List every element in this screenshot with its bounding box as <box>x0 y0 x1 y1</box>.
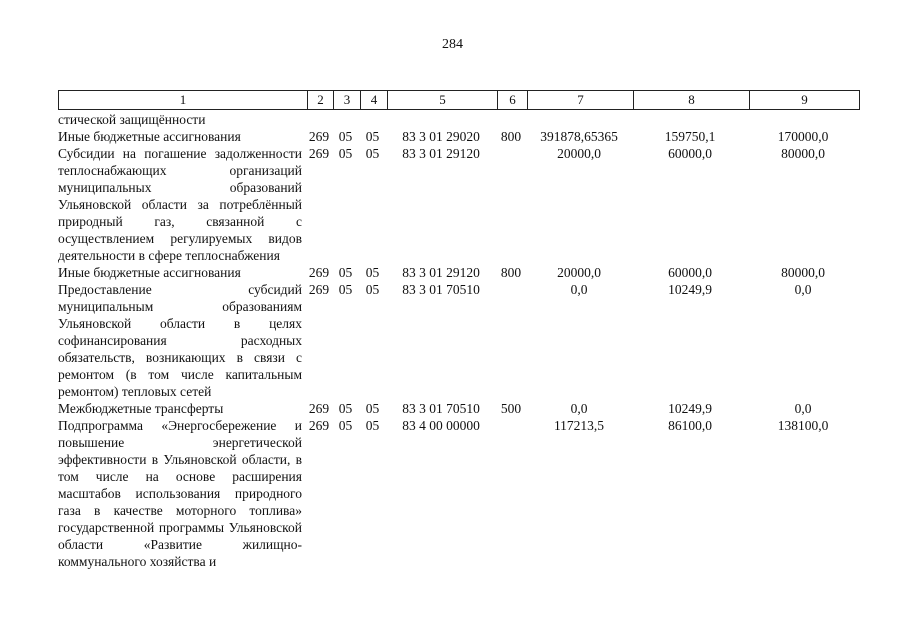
row-rz: 05 <box>338 129 353 144</box>
row-sum-3: 170000,0 <box>777 129 829 144</box>
row-csr: 83 3 01 70510 <box>402 401 480 416</box>
header-col-3: 3 <box>333 91 360 109</box>
header-col-1: 1 <box>179 92 187 107</box>
row-sum-1 <box>526 111 632 128</box>
row-sum-2: 10249,9 <box>668 401 712 416</box>
row-rz: 05 <box>338 401 353 416</box>
row-pr: 05 <box>365 265 380 280</box>
table-row <box>58 264 858 281</box>
row-rz: 05 <box>338 265 353 280</box>
row-sum-1: 391878,65365 <box>540 129 618 144</box>
row-sum-3: 0,0 <box>794 282 812 297</box>
page-number: 284 <box>442 37 463 52</box>
row-sum-3: 80000,0 <box>781 146 825 161</box>
row-sum-3: 138100,0 <box>777 418 829 433</box>
row-sum-1: 117213,5 <box>553 418 605 433</box>
row-sum-1: 20000,0 <box>557 146 601 161</box>
row-gr: 269 <box>308 146 330 161</box>
header-col-9: 9 <box>749 91 859 109</box>
row-gr: 269 <box>308 265 330 280</box>
row-gr: 269 <box>308 129 330 144</box>
row-rz: 05 <box>338 146 353 161</box>
row-gr: 269 <box>308 282 330 297</box>
row-sum-1: 0,0 <box>570 401 588 416</box>
row-pr: 05 <box>365 401 380 416</box>
row-sum-2 <box>632 111 748 128</box>
table-header <box>58 90 860 110</box>
header-col-8: 8 <box>633 91 749 109</box>
row-pr: 05 <box>365 129 380 144</box>
row-name: Предоставление субсидий муниципальным образованиям Ульяновской области в целях софинансирования расходных обязательств, возникающих в связи с ремонтом (в том числе капитальным ремонтом) тепловых сетей <box>58 282 302 399</box>
row-vr: 500 <box>500 401 522 416</box>
row-rz: 05 <box>338 418 353 433</box>
row-sum-3: 80000,0 <box>781 265 825 280</box>
row-name: Межбюджетные трансферты <box>58 401 224 416</box>
table-body <box>58 111 858 570</box>
row-sum-2: 10249,9 <box>668 282 712 297</box>
table-row <box>58 417 858 570</box>
row-csr: 83 3 01 29020 <box>402 129 480 144</box>
row-sum-2: 60000,0 <box>668 146 712 161</box>
row-vr: 800 <box>500 265 522 280</box>
row-name: Иные бюджетные ассигнования <box>58 265 241 280</box>
header-col-7: 7 <box>527 91 633 109</box>
header-col-6: 6 <box>497 91 527 109</box>
table-row <box>58 281 858 400</box>
row-pr <box>359 111 386 128</box>
row-gr: 269 <box>308 418 330 433</box>
row-csr <box>386 111 496 128</box>
row-rz: 05 <box>338 282 353 297</box>
table-row <box>58 145 858 264</box>
row-sum-1: 0,0 <box>570 282 588 297</box>
row-sum-3 <box>748 111 858 128</box>
row-csr: 83 3 01 29120 <box>402 146 480 161</box>
row-vr <box>496 111 526 128</box>
row-pr: 05 <box>365 146 380 161</box>
row-sum-2: 60000,0 <box>668 265 712 280</box>
header-col-2: 2 <box>307 91 333 109</box>
row-csr: 83 3 01 29120 <box>402 265 480 280</box>
row-csr: 83 3 01 70510 <box>402 282 480 297</box>
row-sum-1: 20000,0 <box>557 265 601 280</box>
row-name: Иные бюджетные ассигнования <box>58 129 241 144</box>
table-row <box>58 400 858 417</box>
row-sum-2: 86100,0 <box>668 418 712 433</box>
row-name: Субсидии на погашение задолженности теплоснабжающих организаций муниципальных образований Ульяновской области за потреблённый природный газ, связанной с осуществлением регулируемых видов деятельности в сфере теплоснабжения <box>58 146 302 263</box>
row-vr <box>496 417 526 570</box>
row-vr <box>496 281 526 400</box>
table-row <box>58 128 858 145</box>
row-sum-2: 159750,1 <box>664 129 716 144</box>
row-gr: 269 <box>308 401 330 416</box>
row-csr: 83 4 00 00000 <box>402 418 480 433</box>
row-rz <box>332 111 359 128</box>
table-row <box>58 111 858 128</box>
header-col-5: 5 <box>387 91 497 109</box>
row-pr: 05 <box>365 418 380 433</box>
row-pr: 05 <box>365 282 380 297</box>
row-vr <box>496 145 526 264</box>
row-vr: 800 <box>500 129 522 144</box>
row-name: стической защищённости <box>58 112 206 127</box>
header-col-4: 4 <box>360 91 387 109</box>
row-name: Подпрограмма «Энергосбережение и повышение энергетической эффективности в Ульяновской области, в том числе на основе расширения масштабов использования природного газа в качестве моторного топлива» государственной программы Ульяновской области «Развитие жилищно-коммунального хозяйства и <box>58 418 302 569</box>
row-sum-3: 0,0 <box>794 401 812 416</box>
row-gr <box>306 111 332 128</box>
